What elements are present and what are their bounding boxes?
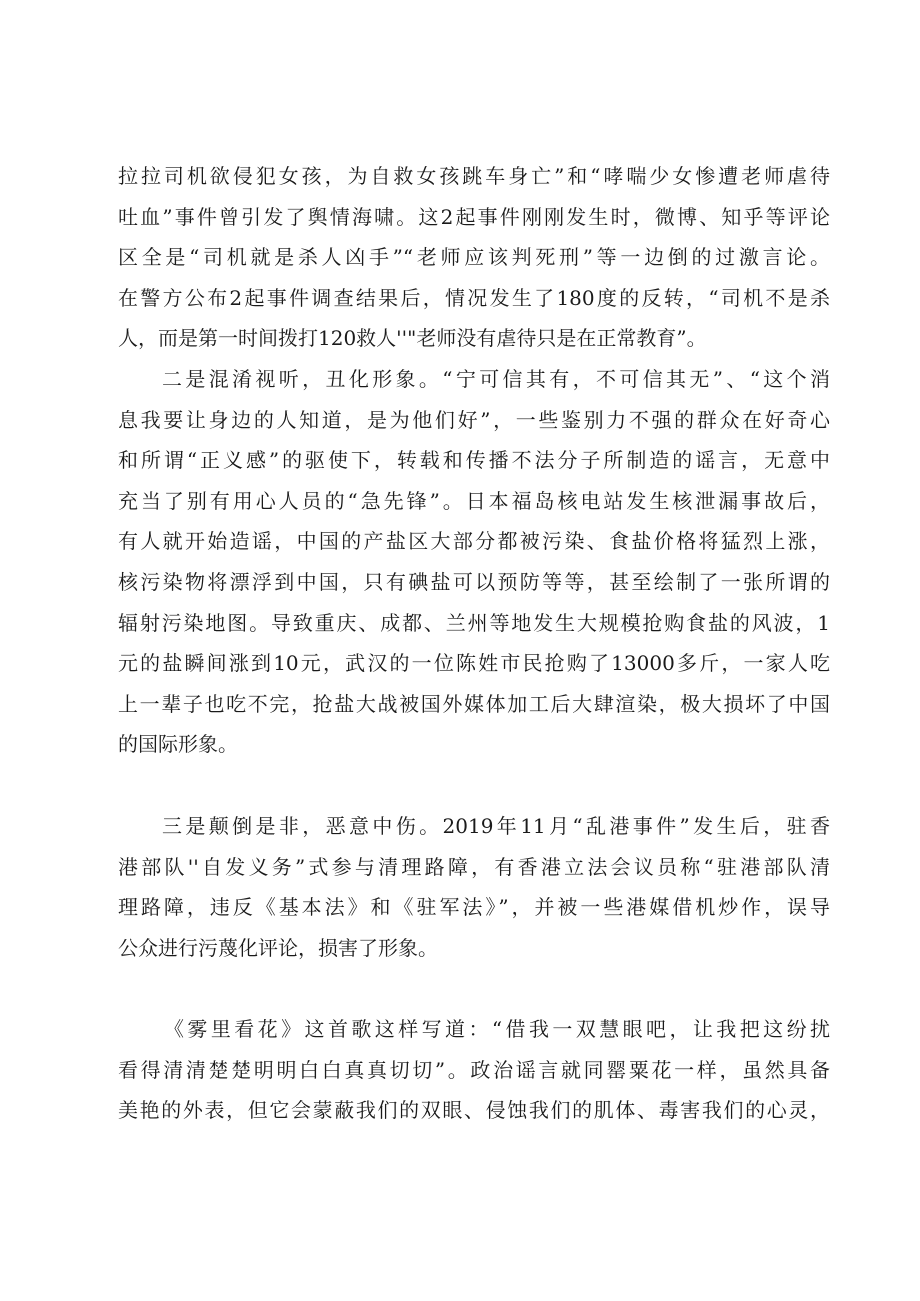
text-line: 元的盐瞬间涨到10元，武汉的一位陈姓市民抢购了13000多斤，一家人吃 bbox=[118, 651, 830, 676]
text-line: 和所谓“正义感”的驱使下，转载和传播不法分子所制造的谣言，无意中 bbox=[118, 448, 830, 473]
text-line: 理路障，违反《基本法》和《驻军法》”，并被一些港媒借机炒作，误导 bbox=[118, 895, 830, 920]
text-line: 吐血”事件曾引发了舆情海啸。这2起事件刚刚发生时，微博、知乎等评论 bbox=[118, 204, 830, 229]
text-line: 充当了别有用心人员的“急先锋”。日本福岛核电站发生核泄漏事故后， bbox=[118, 488, 830, 513]
text-line: 《雾里看花》这首歌这样写道：“借我一双慧眼吧，让我把这纷扰 bbox=[164, 1017, 830, 1041]
text-line: 息我要让身边的人知道，是为他们好”，一些鉴别力不强的群众在好奇心 bbox=[118, 407, 830, 432]
text-line: 区全是“司机就是杀人凶手”“老师应该判死刑”等一边倒的过激言论。 bbox=[118, 245, 830, 270]
paragraph-4 bbox=[118, 1009, 830, 1131]
text-line: 看得清清楚楚明明白白真真切切”。政治谣言就同罂粟花一样，虽然具备 bbox=[118, 1057, 830, 1082]
text-line: 有人就开始造谣，中国的产盐区大部分都被污染、食盐价格将猛烈上涨， bbox=[118, 529, 830, 554]
text-line: 港部队''自发义务”式参与清理路障，有香港立法会议员称“驻港部队清 bbox=[118, 854, 830, 879]
text-line: 在警方公布2起事件调查结果后，情况发生了180度的反转，“司机不是杀 bbox=[118, 285, 830, 310]
text-line: 三是颠倒是非，恶意中伤。2019年11月“乱港事件”发生后，驻香 bbox=[162, 814, 830, 838]
text-line: 辐射污染地图。导致重庆、成都、兰州等地发生大规模抢购食盐的风波，1 bbox=[118, 610, 830, 635]
paragraph-1 bbox=[118, 156, 830, 359]
text-line: 美艳的外表，但它会蒙蔽我们的双眼、侵蚀我们的肌体、毒害我们的心灵， bbox=[118, 1098, 830, 1123]
text-line: 上一辈子也吃不完，抢盐大战被国外媒体加工后大肆渲染，极大损坏了中国 bbox=[118, 691, 830, 716]
paragraph-2 bbox=[118, 359, 830, 765]
text-line: 人，而是第一时间拨打120救人''"老师没有虐待只是在正常教育”。 bbox=[118, 326, 707, 351]
text-line: 公众进行污蔑化评论，损害了形象。 bbox=[118, 935, 438, 960]
text-line: 拉拉司机欲侵犯女孩，为自救女孩跳车身亡”和“哮喘少女惨遭老师虐待 bbox=[118, 164, 830, 188]
paragraph-3 bbox=[118, 806, 830, 968]
text-line: 的国际形象。 bbox=[118, 732, 238, 757]
text-line: 二是混淆视听，丑化形象。“宁可信其有，不可信其无”、“这个消 bbox=[162, 367, 830, 391]
text-line: 核污染物将漂浮到中国，只有碘盐可以预防等等，甚至绘制了一张所谓的 bbox=[118, 569, 830, 594]
